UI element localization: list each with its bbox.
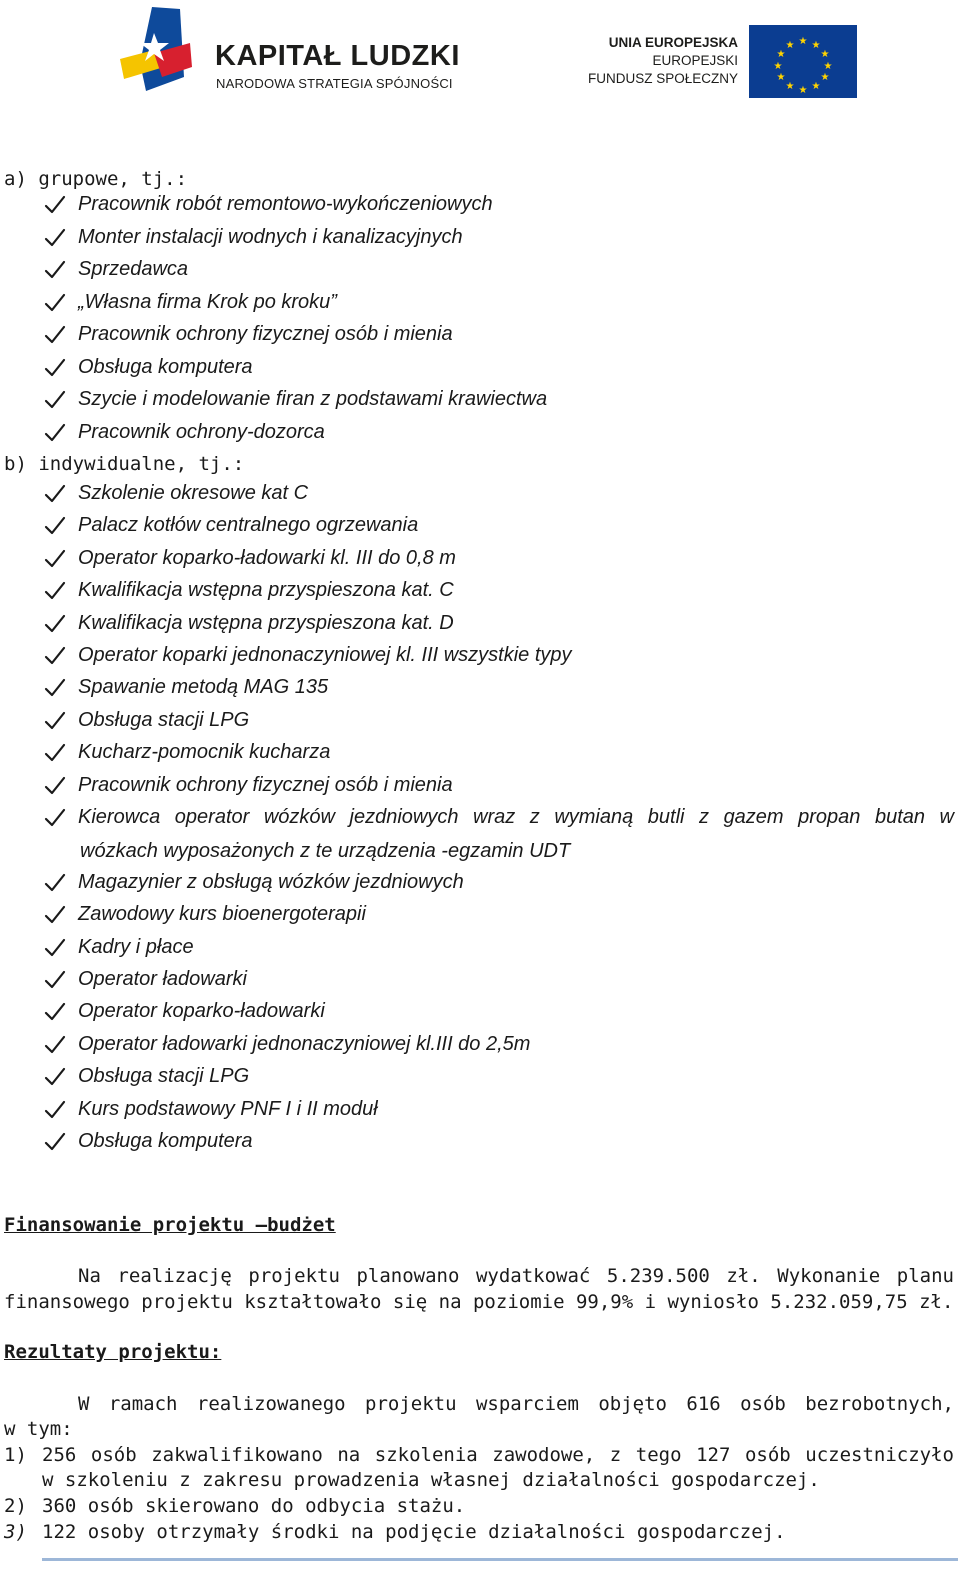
group-trainings-label: a) grupowe, tj.:	[4, 168, 188, 190]
checkmark-icon	[44, 358, 66, 378]
list-item-text: Pracownik robót remontowo-wykończeniowych	[78, 193, 493, 215]
list-item-text: Operator ładowarki jednonaczyniowej kl.III do 2,5m	[78, 1032, 531, 1055]
svg-text:★: ★	[776, 72, 786, 83]
list-item-text: Operator koparko-ładowarki kl. III do 0,8 m	[78, 546, 456, 569]
checkmark-icon	[44, 423, 66, 443]
svg-text:★: ★	[820, 72, 830, 83]
checkmark-icon	[44, 390, 66, 410]
list-item	[0, 871, 960, 903]
checkmark-icon	[44, 905, 66, 925]
list-item-text: Monter instalacji wodnych i kanalizacyjnych	[78, 225, 463, 248]
list-item-text: Operator koparko-ładowarki	[78, 1000, 325, 1023]
results-list-number: 1)	[4, 1444, 27, 1466]
eu-logo-text	[586, 34, 738, 88]
list-item-text: Pracownik ochrony fizycznej osób i mienia	[78, 323, 453, 345]
list-item	[0, 1065, 960, 1097]
svg-text:★: ★	[773, 61, 783, 72]
eu-line-3: FUNDUSZ SPOŁECZNY	[587, 71, 738, 86]
results-list-number: 2)	[4, 1495, 27, 1517]
list-item	[0, 1098, 960, 1130]
svg-text:★: ★	[811, 40, 821, 51]
list-item-text: Kurs podstawowy PNF I i II moduł	[78, 1097, 378, 1120]
list-item	[0, 421, 960, 453]
list-item	[0, 193, 960, 225]
list-item	[0, 1130, 960, 1162]
list-item-text: Kwalifikacja wstępna przyspieszona kat. C	[78, 579, 454, 602]
checkmark-icon	[44, 743, 66, 763]
list-item	[0, 612, 960, 644]
checkmark-icon	[44, 1035, 66, 1055]
list-item	[0, 1000, 960, 1032]
checkmark-icon	[44, 293, 66, 313]
finance-paragraph-line-1: Na realizację projektu planowano wydatkować 5.239.500 zł. Wykonanie planu	[78, 1265, 954, 1287]
list-item	[0, 741, 960, 773]
checkmark-icon	[44, 808, 66, 828]
checkmark-icon	[44, 711, 66, 731]
checkmark-icon	[44, 228, 66, 248]
svg-text:★: ★	[798, 36, 808, 47]
results-list-item-1-line-2: w szkoleniu z zakresu prowadzenia własnej działalności gospodarczej.	[42, 1469, 820, 1491]
list-item	[0, 388, 960, 420]
list-item-text: Operator ładowarki	[78, 968, 247, 990]
list-item-text: Obsługa komputera	[78, 355, 253, 378]
list-item-text: Zawodowy kurs bioenergoterapii	[78, 903, 366, 926]
svg-text:★: ★	[811, 81, 821, 92]
checkmark-icon	[44, 776, 66, 796]
list-item-text: Obsługa stacji LPG	[78, 1065, 250, 1088]
individual-trainings-label: b) indywidualne, tj.:	[4, 453, 245, 475]
list-item	[0, 774, 960, 806]
list-item	[0, 1033, 960, 1065]
kapital-ludzki-title: KAPITAŁ LUDZKI	[215, 40, 460, 72]
list-item-text: Szycie i modelowanie firan z podstawami krawiectwa	[78, 388, 548, 410]
list-item	[0, 936, 960, 968]
list-item	[0, 482, 960, 514]
checkmark-icon	[44, 195, 66, 215]
svg-text:★: ★	[776, 49, 786, 60]
results-paragraph-line-1: W ramach realizowanego projektu wsparciem objęto 616 osób bezrobotnych,	[78, 1393, 954, 1415]
list-item-text: Kucharz-pomocnik kucharza	[78, 741, 331, 764]
list-item	[0, 226, 960, 258]
list-item	[0, 806, 960, 838]
list-item-text: Pracownik ochrony fizycznej osób i mienia	[78, 773, 453, 796]
results-list-item-2: 360 osób skierowano do odbycia stażu.	[42, 1495, 466, 1517]
checkmark-icon	[44, 614, 66, 634]
list-item-text: Szkolenie okresowe kat C	[78, 482, 309, 504]
list-item-text: Obsługa stacji LPG	[78, 708, 250, 731]
checkmark-icon	[44, 581, 66, 601]
list-item-text: Obsługa komputera	[78, 1130, 253, 1152]
checkmark-icon	[44, 1132, 66, 1152]
svg-text:★: ★	[820, 49, 830, 60]
checkmark-icon	[44, 1100, 66, 1120]
page-header	[0, 0, 960, 130]
kapital-ludzki-logo-icon	[118, 5, 198, 93]
list-item-text: Pracownik ochrony-dozorca	[78, 420, 325, 443]
list-item	[0, 903, 960, 935]
list-item-text: „Własna firma Krok po kroku”	[78, 290, 337, 313]
list-item-text: Kwalifikacja wstępna przyspieszona kat. D	[78, 611, 454, 634]
list-item	[0, 356, 960, 388]
svg-text:★: ★	[785, 40, 795, 51]
list-item	[0, 968, 960, 1000]
list-item-text: Magazynier z obsługą wózków jezdniowych	[78, 870, 464, 893]
list-item	[0, 323, 960, 355]
finance-paragraph-line-2: finansowego projektu kształtowało się na poziomie 99,9% i wyniosło 5.232.059,75 zł.	[4, 1291, 954, 1313]
finance-heading: Finansowanie projektu –budżet	[4, 1214, 336, 1236]
list-item	[0, 676, 960, 708]
list-item	[0, 291, 960, 323]
results-heading: Rezultaty projektu:	[4, 1341, 222, 1363]
results-list-item-3: 122 osoby otrzymały środki na podjęcie działalności gospodarczej.	[42, 1521, 786, 1543]
footer-divider	[42, 1558, 958, 1561]
checkmark-icon	[44, 938, 66, 958]
list-item	[0, 514, 960, 546]
checkmark-icon	[44, 549, 66, 569]
list-item	[0, 547, 960, 579]
list-item-continuation: wózkach wyposażonych z te urządzenia -egzamin UDT	[80, 840, 571, 862]
checkmark-icon	[44, 1002, 66, 1022]
kapital-ludzki-subtitle: NARODOWA STRATEGIA SPÓJNOŚCI	[216, 76, 453, 91]
list-item-text: Kadry i płace	[78, 935, 194, 958]
checkmark-icon	[44, 646, 66, 666]
list-item	[0, 258, 960, 290]
list-item	[0, 579, 960, 611]
list-item-text: Kierowca operator wózków jezdniowych wraz z wymianą butli z gazem propan butan w	[78, 806, 954, 828]
svg-text:★: ★	[798, 85, 808, 96]
results-paragraph-line-2: w tym:	[4, 1418, 73, 1440]
checkmark-icon	[44, 325, 66, 345]
list-item-text: Palacz kotłów centralnego ogrzewania	[78, 514, 419, 537]
svg-text:★: ★	[785, 81, 795, 92]
list-item-text: Operator koparki jednonaczyniowej kl. III wszystkie typy	[78, 644, 572, 666]
svg-text:★: ★	[823, 61, 833, 72]
eu-line-2: EUROPEJSKI	[652, 53, 738, 68]
list-item-text: Sprzedawca	[78, 258, 189, 280]
checkmark-icon	[44, 260, 66, 280]
checkmark-icon	[44, 516, 66, 536]
list-item-text: Spawanie metodą MAG 135	[78, 676, 329, 699]
results-list-item-1-line-1: 256 osób zakwalifikowano na szkolenia zawodowe, z tego 127 osób uczestniczyło	[42, 1444, 954, 1466]
checkmark-icon	[44, 484, 66, 504]
list-item	[0, 709, 960, 741]
eu-line-1: UNIA EUROPEJSKA	[608, 35, 738, 50]
list-item	[0, 644, 960, 676]
results-list-number: 3)	[4, 1521, 27, 1543]
checkmark-icon	[44, 678, 66, 698]
eu-flag-icon	[749, 25, 857, 98]
checkmark-icon	[44, 1067, 66, 1087]
checkmark-icon	[44, 873, 66, 893]
checkmark-icon	[44, 970, 66, 990]
